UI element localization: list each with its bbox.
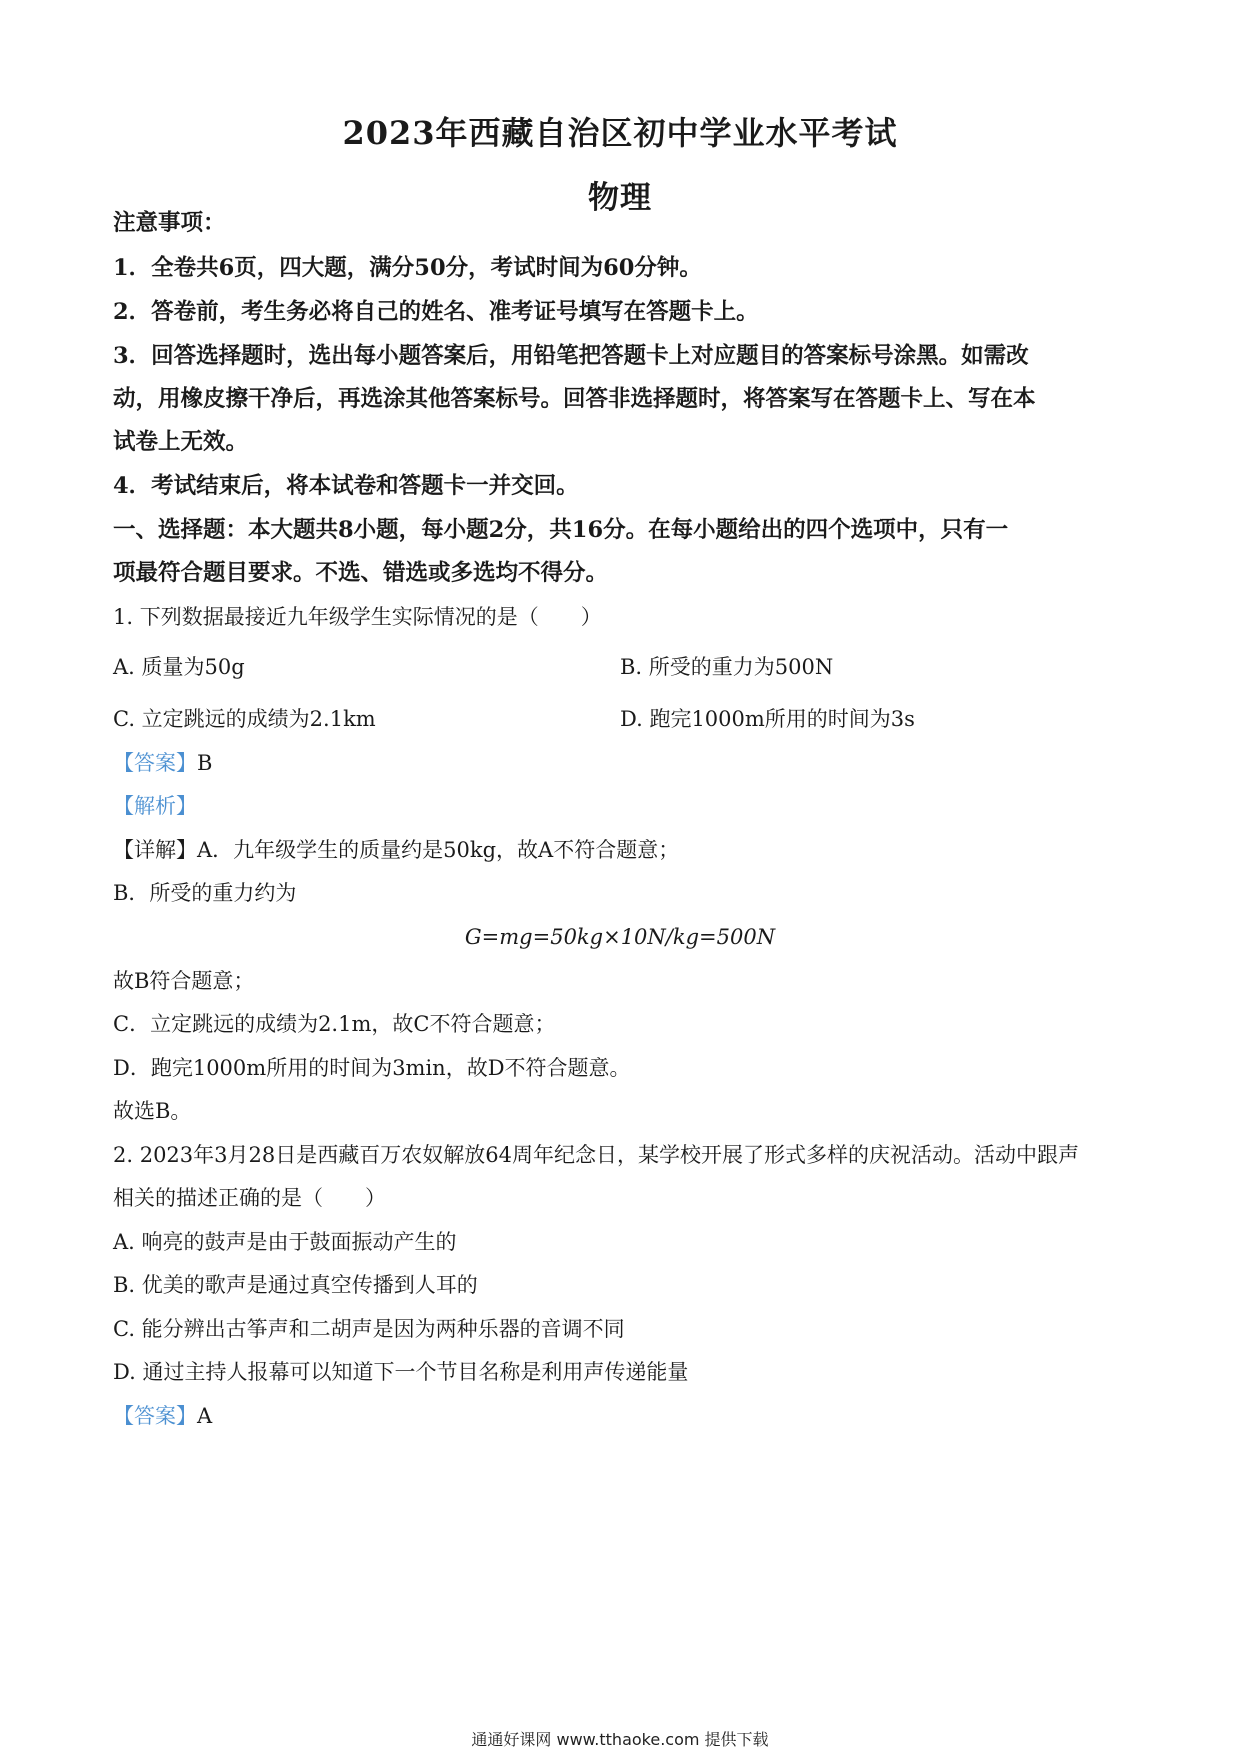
q1-detail-b: B．所受的重力约为 <box>113 881 297 905</box>
q1-stem: 1. 下列数据最接近九年级学生实际情况的是（ ） <box>113 605 602 629</box>
q2-answer <box>113 1402 1133 1430</box>
notice-item: 动，用橡皮擦干净后，再选涂其他答案标号。回答非选择题时，将答案写在答题卡上、写在本 <box>113 386 1036 412</box>
q1-option-d: D. 跑完1000m所用的时间为3s <box>620 707 915 731</box>
section-heading: 一、选择题：本大题共8小题，每小题2分，共16分。在每小题给出的四个选项中，只有一 <box>113 517 1009 543</box>
q1-option-b: B. 所受的重力为500N <box>620 655 834 679</box>
q1-detail-c: C．立定跳远的成绩为2.1m，故C不符合题意； <box>113 1012 556 1036</box>
exam-subject: 物理 <box>588 180 652 216</box>
notice-heading: 注意事项： <box>113 210 226 236</box>
q2-option-a: A. 响亮的鼓声是由于鼓面振动产生的 <box>113 1230 457 1254</box>
q1-analysis-label: 【解析】 <box>113 794 197 818</box>
q1-detail-d: D．跑完1000m所用的时间为3min，故D不符合题意。 <box>113 1056 631 1080</box>
answer-label: 【答案】 <box>113 751 197 775</box>
detail-label: 【详解】 <box>113 838 197 862</box>
notice-item: 2．答卷前，考生务必将自己的姓名、准考证号填写在答题卡上。 <box>113 299 759 325</box>
notice-item: 3．回答选择题时，选出每小题答案后，用铅笔把答题卡上对应题目的答案标号涂黑。如需改 <box>113 343 1029 369</box>
answer-value: B <box>197 751 213 775</box>
answer-label: 【答案】 <box>113 1404 197 1428</box>
exam-title: 2023年西藏自治区初中学业水平考试 <box>342 114 898 152</box>
q1-option-a: A. 质量为50g <box>113 655 245 679</box>
q1-conclusion: 故选B。 <box>113 1099 192 1123</box>
notice-item: 试卷上无效。 <box>113 429 249 455</box>
q2-stem: 2. 2023年3月28日是西藏百万农奴解放64周年纪念日，某学校开展了形式多样的庆祝活动。活动中跟声 <box>113 1143 1079 1167</box>
q1-option-c: C. 立定跳远的成绩为2.1km <box>113 707 376 731</box>
answer-value: A <box>197 1404 213 1428</box>
notice-item: 1．全卷共6页，四大题，满分50分，考试时间为60分钟。 <box>113 255 702 281</box>
q1-detail-b2: 故B符合题意； <box>113 969 255 993</box>
detail-text: A．九年级学生的质量约是50kg，故A不符合题意； <box>197 838 680 862</box>
formula-text: G=mg=50kg×10N/kg=500N <box>464 925 776 949</box>
section-heading-cont: 项最符合题目要求。不选、错选或多选均不得分。 <box>113 560 609 586</box>
q1-detail-a <box>113 836 1133 864</box>
q2-option-c: C. 能分辨出古筝声和二胡声是因为两种乐器的音调不同 <box>113 1317 625 1341</box>
q1-answer <box>113 749 1133 777</box>
q2-option-b: B. 优美的歌声是通过真空传播到人耳的 <box>113 1273 478 1297</box>
notice-item: 4．考试结束后，将本试卷和答题卡一并交回。 <box>113 473 579 499</box>
q2-stem-cont: 相关的描述正确的是（ ） <box>113 1186 386 1210</box>
q1-formula <box>0 923 1240 951</box>
q2-option-d: D. 通过主持人报幕可以知道下一个节目名称是利用声传递能量 <box>113 1360 689 1384</box>
page-footer: 通通好课网 www.tthaoke.com 提供下载 <box>471 1730 769 1749</box>
